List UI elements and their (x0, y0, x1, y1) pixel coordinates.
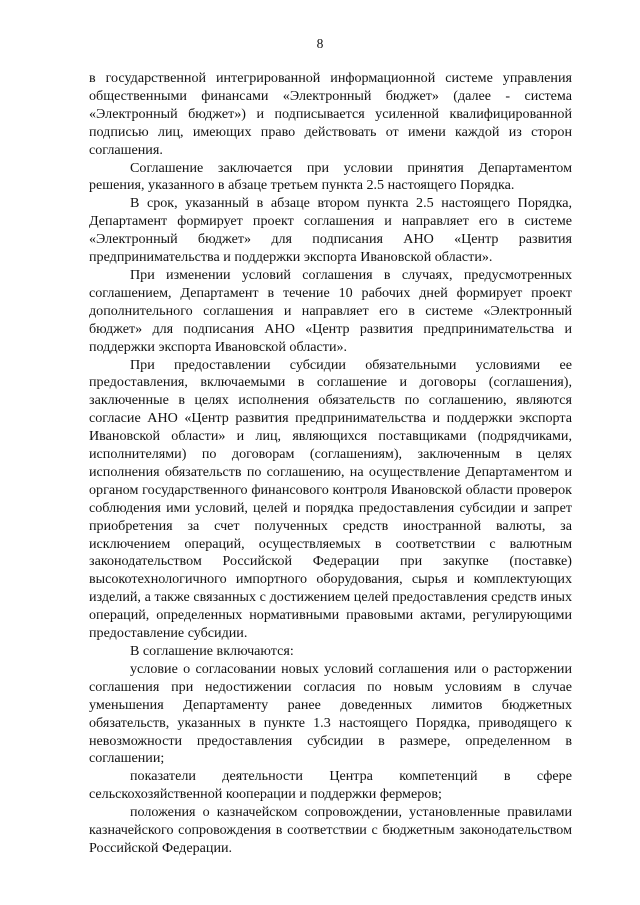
list-paragraph: показатели деятельности Центра компетенций в сфере сельскохозяйственной кооперации и поддержки фермеров; (89, 768, 572, 803)
page-number: 8 (316, 36, 324, 51)
paragraph-continuation: в государственной интегрированной информационной системе управления общественными финансами «Электронный бюджет» (далее - система «Электронный бюджет») и подписывается усиленной квалифицированной подписью лиц, имеющих право действовать от имени каждой из сторон соглашения. (89, 70, 572, 158)
paragraph: В срок, указанный в абзаце втором пункта 2.5 настоящего Порядка, Департамент формирует проект соглашения и направляет его в системе «Электронный бюджет» для подписания АНО «Центр развития предпринимательства и поддержки экспорта Ивановской области». (89, 195, 572, 266)
paragraph: При предоставлении субсидии обязательными условиями ее предоставления, включаемыми в соглашение и договоры (соглашения), заключенные в целях исполнения обязательств по соглашению, являются согласие АНО «Центр развития предпринимательства и поддержки экспорта Ивановской области» и лиц, являющихся поставщиками (подрядчиками, исполнителями) по договорам (соглашениям), заключенным в целях исполнения обязательств по соглашению, на осуществление Департаментом и органом государственного финансового контроля Ивановской области проверок соблюдения ими условий, целей и порядка предоставления субсидии и запрет приобретения за счет полученных средств иностранной валюты, за исключением операций, осуществляемых в соответствии с валютным законодательством Российской Федерации при закупке (поставке) высокотехнологичного импортного оборудования, сырья и комплектующих изделий, а также связанных с достижением целей предоставления средств иных операций, определенных нормативными правовыми актами, регулирующими предоставление субсидии. (89, 356, 572, 642)
list-paragraph: положения о казначейском сопровождении, установленные правилами казначейского сопровождения в соответствии с бюджетным законодательством Российской Федерации. (89, 804, 572, 856)
paragraph: При изменении условий соглашения в случаях, предусмотренных соглашением, Департамент в течение 10 рабочих дней формирует проект дополнительного соглашения и направляет его в системе «Электронный бюджет» для подписания АНО «Центр развития предпринимательства и поддержки экспорта Ивановской области». (89, 266, 572, 355)
paragraph: В соглашение включаются: (130, 643, 294, 659)
paragraph: Соглашение заключается при условии принятия Департаментом решения, указанного в абзаце третьем пункта 2.5 настоящего Порядка. (89, 159, 572, 194)
document-body (89, 70, 572, 858)
list-paragraph: условие о согласовании новых условий соглашения или о расторжении соглашения при недостижении согласия по новым условиям в случае уменьшения Департаменту ранее доведенных лимитов бюджетных обязательств, указанных в пункте 1.3 настоящего Порядка, приводящего к невозможности предоставления субсидии в размере, определенном в соглашении; (89, 660, 572, 767)
